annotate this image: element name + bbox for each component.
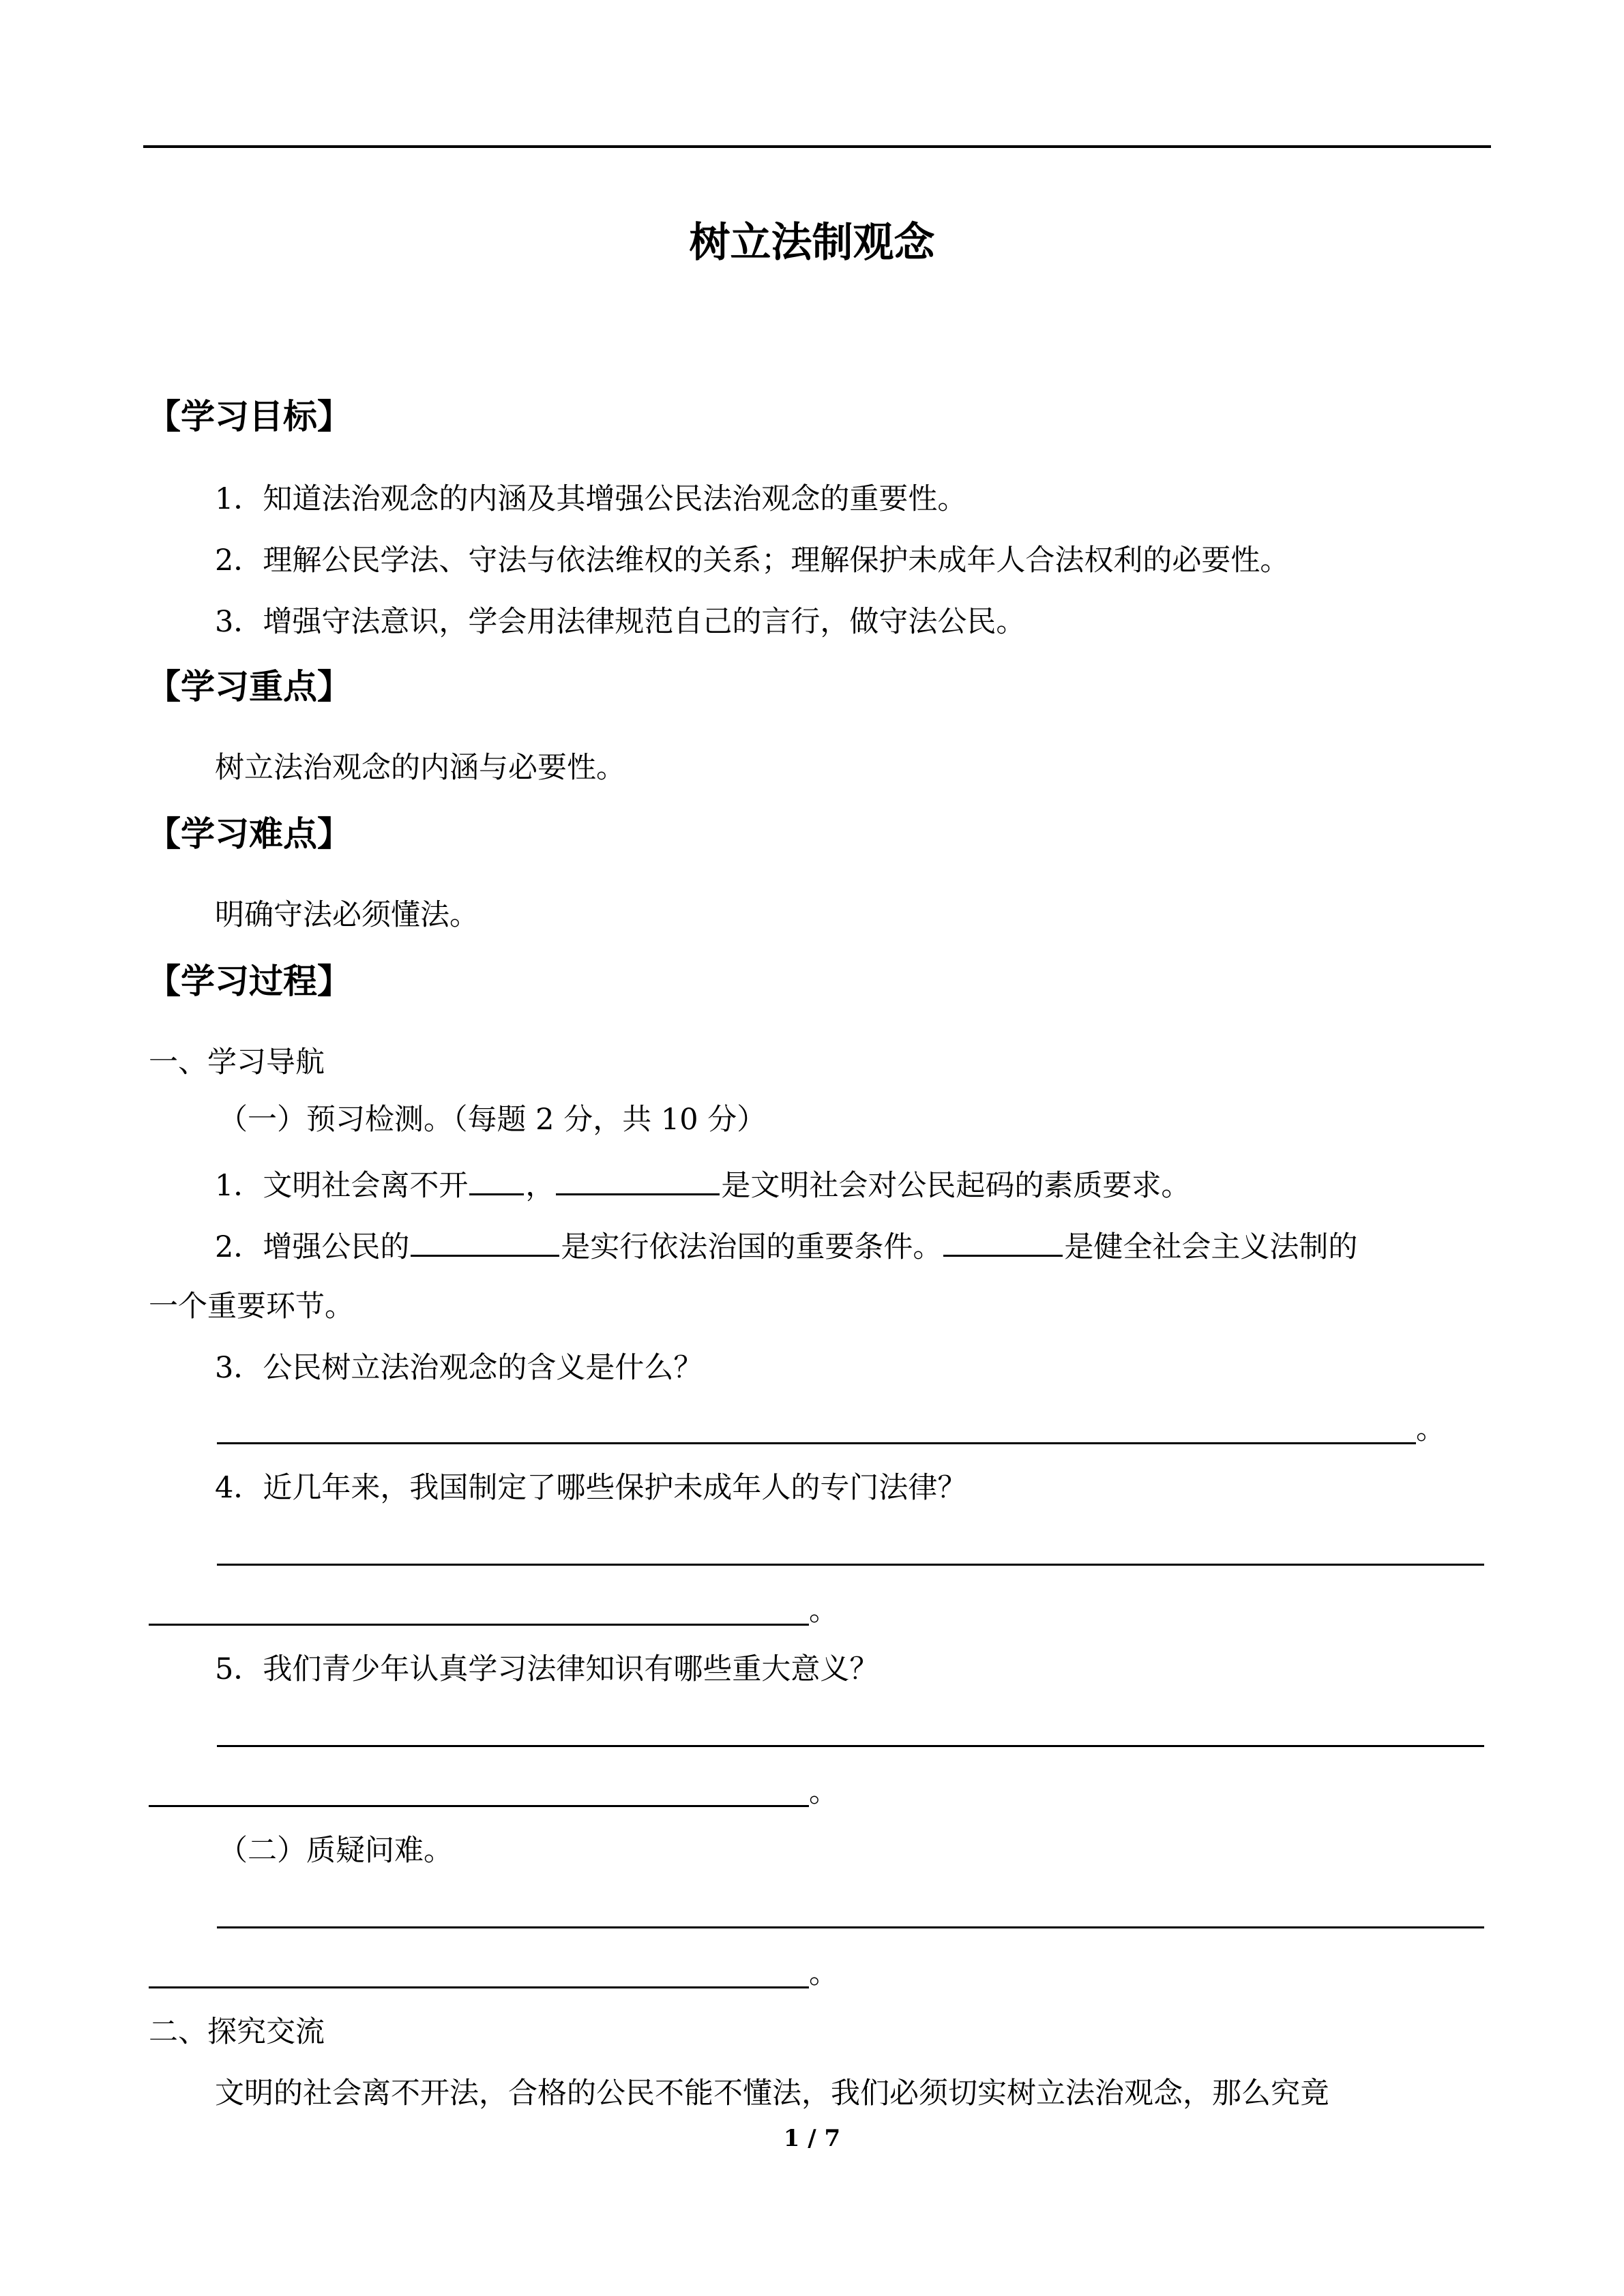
- q2-text-c: 是健全社会主义法制的: [1064, 1230, 1358, 1264]
- fill-blank[interactable]: [943, 1225, 1063, 1257]
- heading-learning-goals: 【学习目标】: [147, 397, 351, 436]
- question-1: [215, 1163, 1190, 1206]
- answer-line[interactable]: [149, 1986, 809, 1988]
- question-4: 4．近几年来，我国制定了哪些保护未成年人的专门法律？: [215, 1471, 967, 1505]
- answer-period: 。: [1416, 1412, 1445, 1446]
- goal-item: 2．理解公民学法、守法与依法维权的关系；理解保护未成年人合法权利的必要性。: [215, 543, 1290, 578]
- answer-line[interactable]: [149, 1624, 809, 1626]
- page-number: 1 / 7: [783, 2125, 841, 2152]
- q1-text-b: ，: [525, 1169, 555, 1203]
- goal-item: 1．知道法治观念的内涵及其增强公民法治观念的重要性。: [215, 482, 967, 516]
- part2-paragraph: 文明的社会离不开法，合格的公民不能不懂法，我们必须切实树立法治观念，那么究竟: [215, 2076, 1329, 2111]
- q2-text-a: 2．增强公民的: [215, 1230, 410, 1264]
- heading-learning-focus: 【学习重点】: [147, 667, 351, 706]
- difficulty-text: 明确守法必须懂法。: [215, 898, 479, 932]
- part1-heading: 一、学习导航: [149, 1045, 325, 1079]
- question-5: 5．我们青少年认真学习法律知识有哪些重大意义？: [215, 1652, 879, 1686]
- answer-line[interactable]: [217, 1926, 1484, 1928]
- answer-line[interactable]: [149, 1805, 809, 1807]
- sub-heading-preview: （一）预习检测。（每题 2 分，共 10 分）: [218, 1103, 767, 1137]
- part2-heading: 二、探究交流: [149, 2015, 325, 2049]
- header-rule: [143, 145, 1491, 148]
- goal-item: 3．增强守法意识，学会用法律规范自己的言行，做守法公民。: [215, 605, 1026, 639]
- fill-blank[interactable]: [469, 1163, 524, 1195]
- answer-line[interactable]: [217, 1564, 1484, 1566]
- q1-text-c: 是文明社会对公民起码的素质要求。: [721, 1169, 1191, 1203]
- heading-learning-process: 【学习过程】: [147, 961, 351, 1001]
- heading-learning-difficulty: 【学习难点】: [147, 814, 351, 854]
- fill-blank[interactable]: [556, 1163, 720, 1195]
- answer-period: 。: [809, 1956, 838, 1991]
- q1-text-a: 1．文明社会离不开: [215, 1169, 469, 1203]
- answer-line[interactable]: [217, 1442, 1416, 1444]
- q2-text-b: 是实行依法治国的重要条件。: [561, 1230, 943, 1264]
- answer-period: 。: [809, 1775, 838, 1809]
- fill-blank[interactable]: [411, 1225, 559, 1257]
- focus-text: 树立法治观念的内涵与必要性。: [215, 751, 625, 785]
- answer-period: 。: [809, 1594, 838, 1628]
- page-title: 树立法制观念: [689, 219, 935, 267]
- question-3: 3．公民树立法治观念的含义是什么？: [215, 1351, 703, 1385]
- sub-heading-questions: （二）质疑问难。: [218, 1834, 453, 1868]
- question-2-continued: 一个重要环节。: [149, 1289, 354, 1324]
- question-2: [215, 1225, 1357, 1268]
- answer-line[interactable]: [217, 1745, 1484, 1747]
